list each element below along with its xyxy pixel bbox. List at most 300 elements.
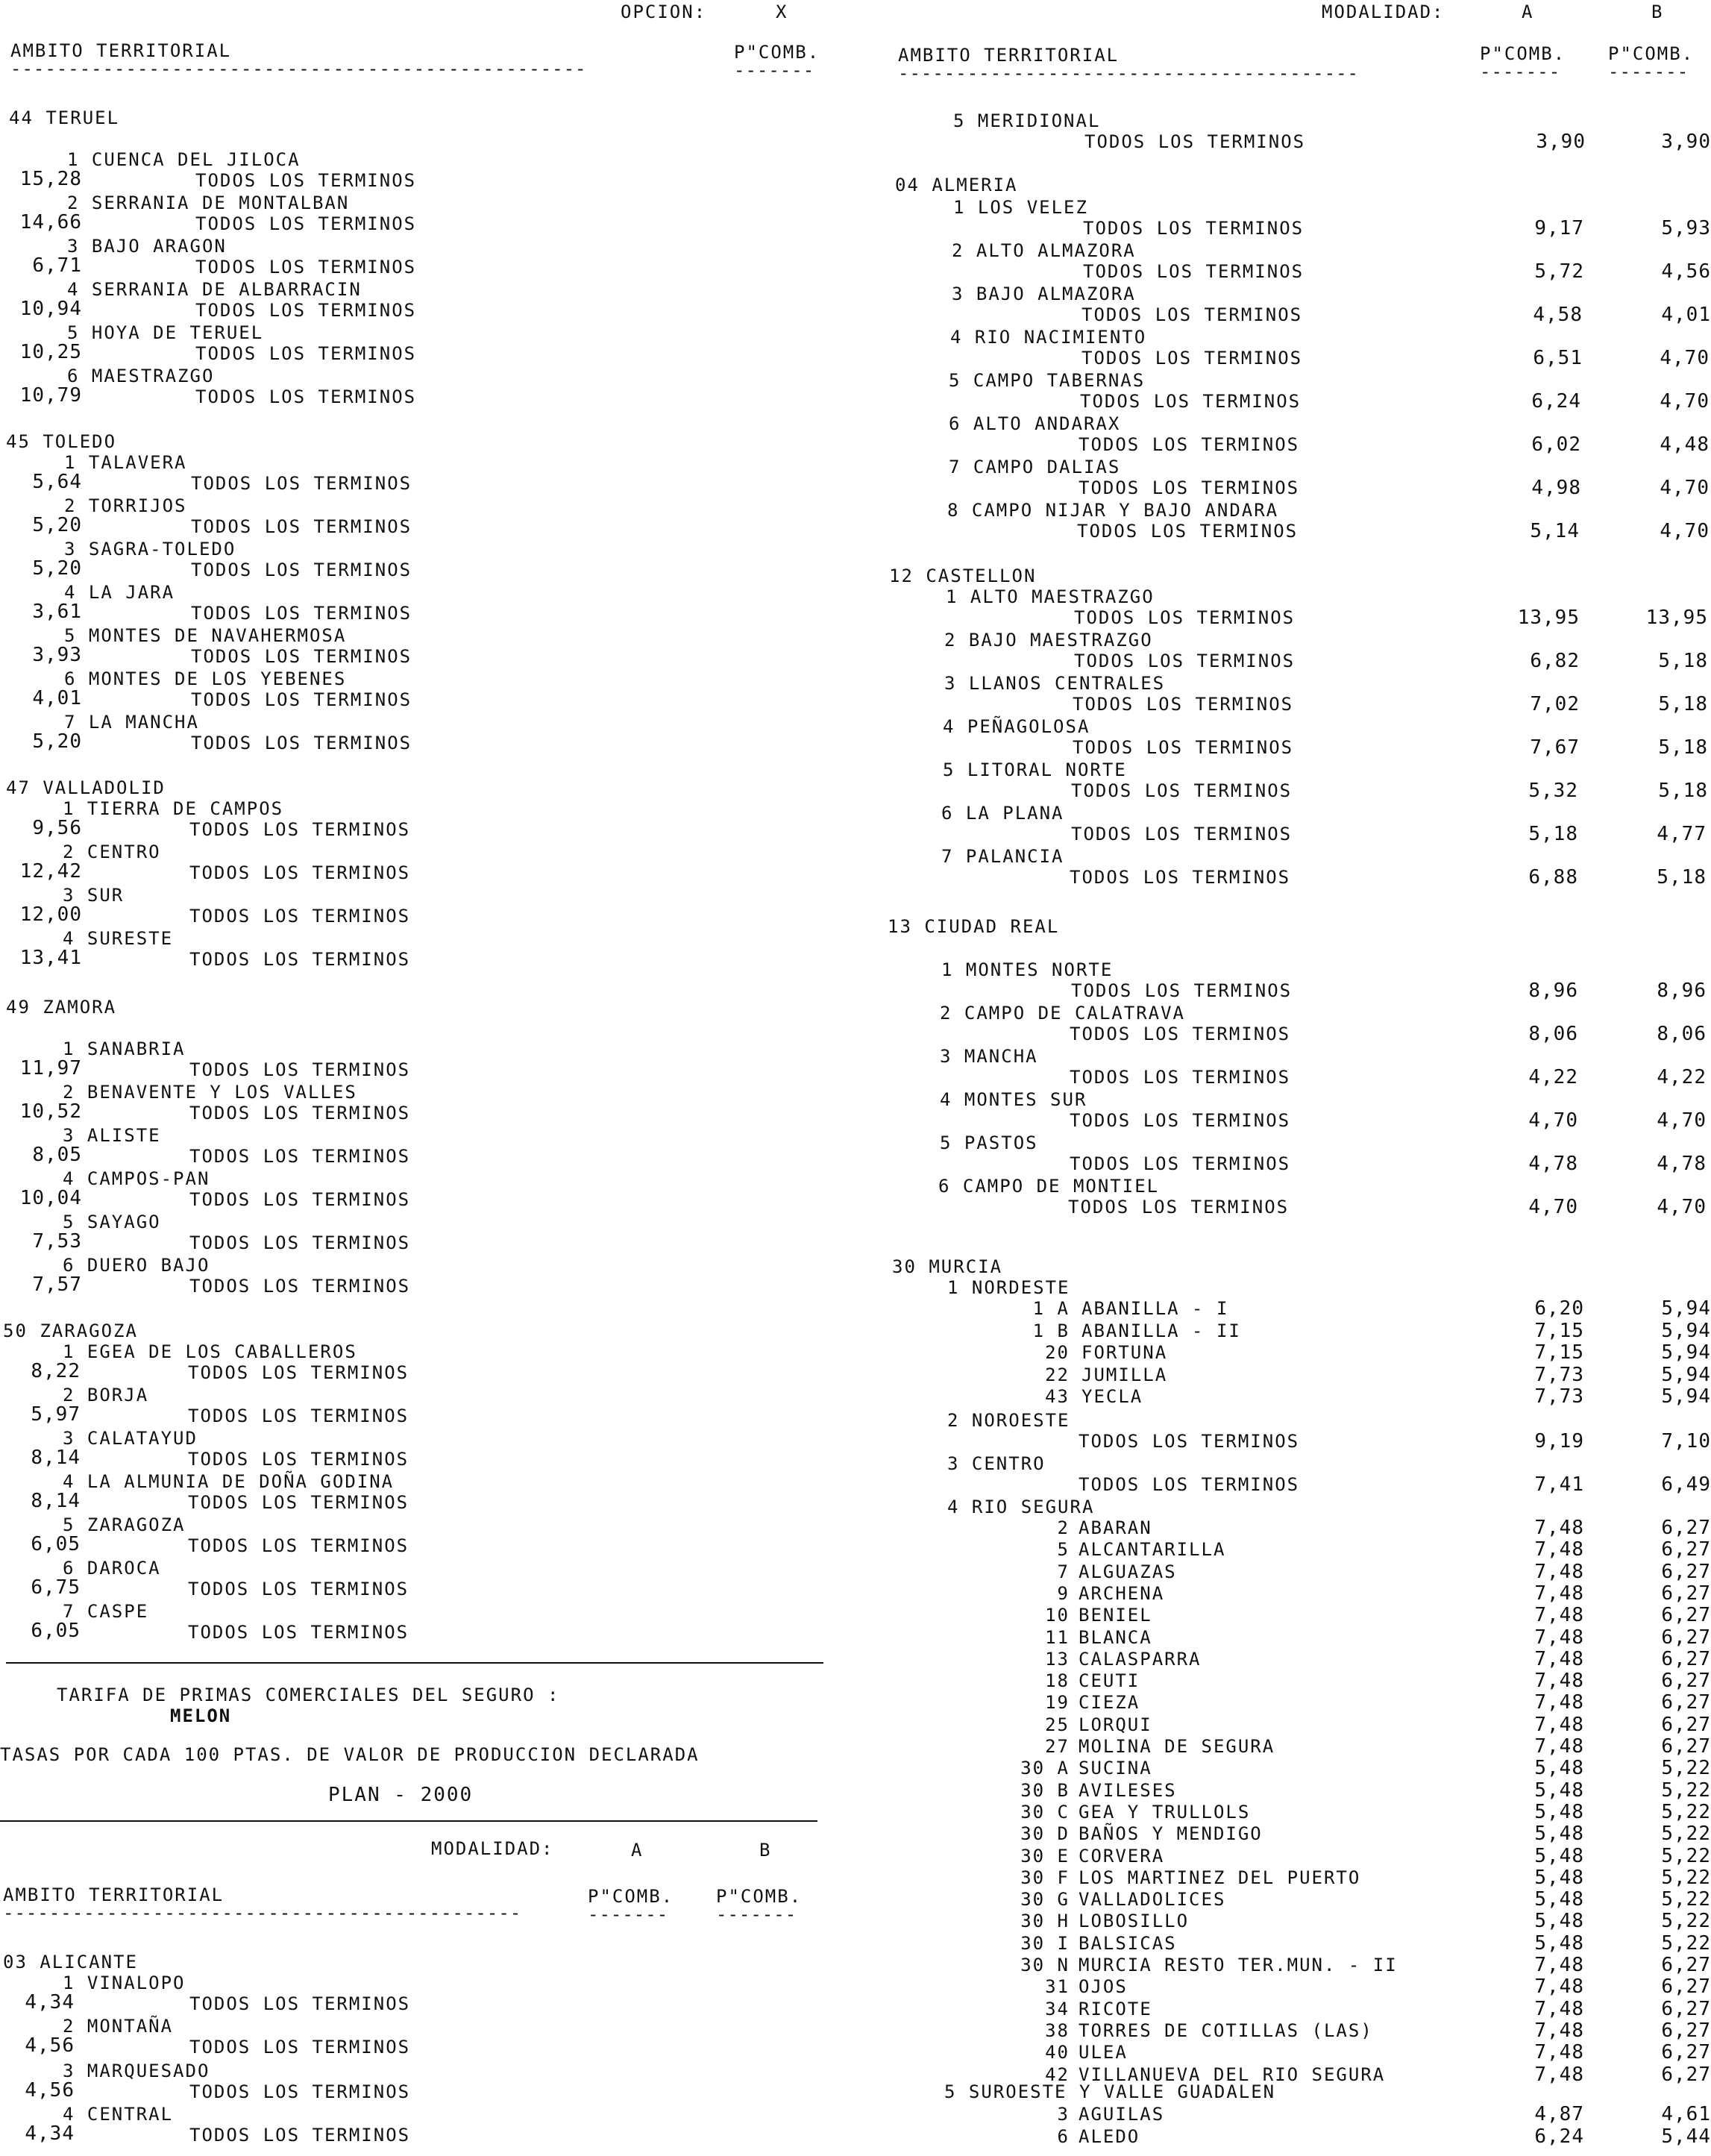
- rate-value: 13,41: [19, 947, 82, 969]
- rate-b: 4,77: [1657, 823, 1707, 845]
- municipality-name: FORTUNA: [1081, 1342, 1168, 1364]
- col-header-rule: -------: [1480, 61, 1561, 82]
- comarca-label: 4 LA ALMUNIA DE DOÑA GODINA: [63, 1471, 395, 1492]
- rate-value: 6,05: [31, 1533, 81, 1555]
- comarca-label: 3 ALISTE: [63, 1125, 161, 1146]
- rate-value: 5,97: [31, 1403, 81, 1426]
- rate-a: 7,48: [1534, 1560, 1584, 1583]
- term-label: TODOS LOS TERMINOS: [1070, 867, 1291, 888]
- rate-b: 5,94: [1661, 1297, 1711, 1320]
- rate-a: 3,90: [1536, 131, 1586, 153]
- municipality-name: LOBOSILLO: [1079, 1911, 1190, 1932]
- municipality-name: ALGUAZAS: [1079, 1561, 1177, 1582]
- municipality-code: 30 C: [1020, 1801, 1070, 1823]
- rate-b: 5,94: [1661, 1385, 1711, 1408]
- col-header-rule: -------: [734, 60, 815, 81]
- municipality-name: LOS MARTINEZ DEL PUERTO: [1079, 1867, 1361, 1888]
- col-a-label: A: [631, 1840, 644, 1861]
- rate-b: 6,27: [1661, 1975, 1711, 1999]
- term-label: TODOS LOS TERMINOS: [191, 646, 412, 667]
- comarca-label: 1 MONTES NORTE: [941, 959, 1114, 980]
- rate-a: 5,18: [1528, 823, 1578, 845]
- comarca-label: 4 SURESTE: [63, 928, 174, 949]
- comarca-label: 4 CAMPOS-PAN: [63, 1168, 210, 1189]
- municipality-name: BALSICAS: [1079, 1932, 1177, 1954]
- rate-b: 5,94: [1661, 1319, 1711, 1342]
- rate-b: 4,34: [25, 1991, 75, 2014]
- rate-value: 10,04: [19, 1187, 82, 1209]
- term-label: TODOS LOS TERMINOS: [1081, 348, 1303, 369]
- municipality-name: ABARAN: [1079, 1517, 1152, 1538]
- rate-b: 5,18: [1658, 736, 1708, 759]
- municipality-name: AVILESES: [1079, 1779, 1177, 1801]
- municipality-name: VILLANUEVA DEL RIO SEGURA: [1079, 2063, 1386, 2085]
- modalidad-label: MODALIDAD:: [1322, 1, 1445, 22]
- rate-b: 6,27: [1661, 1538, 1711, 1561]
- rate-b: 5,94: [1661, 1363, 1711, 1386]
- rate-a: 7,48: [1534, 1604, 1584, 1627]
- term-label: TODOS LOS TERMINOS: [188, 1449, 409, 1470]
- col-header-a: P"COMB.: [1480, 43, 1566, 64]
- province-title: 03 ALICANTE: [3, 1952, 138, 1972]
- col-header-a: P"COMB.: [588, 1886, 674, 1907]
- rate-b: 5,93: [1661, 217, 1711, 239]
- municipality-name: ARCHENA: [1079, 1582, 1165, 1604]
- rate-b: 6,27: [1661, 2041, 1711, 2064]
- comarca-label: 2 BENAVENTE Y LOS VALLES: [63, 1082, 357, 1103]
- comarca-label: 1 VINALOPO: [63, 1972, 186, 1993]
- term-label: TODOS LOS TERMINOS: [195, 257, 417, 278]
- rate-b: 5,18: [1657, 866, 1707, 889]
- rate-value: 12,00: [19, 903, 82, 926]
- comarca-label: 4 LA JARA: [64, 582, 175, 603]
- rate-b: 4,78: [1657, 1153, 1707, 1175]
- term-label: TODOS LOS TERMINOS: [189, 1103, 411, 1124]
- rate-b: 6,27: [1661, 1647, 1711, 1670]
- rate-a: 7,73: [1534, 1363, 1584, 1386]
- rate-a: 4,22: [1528, 1066, 1578, 1088]
- municipality-code: 30 H: [1020, 1911, 1070, 1932]
- col-b-label: B: [759, 1840, 772, 1861]
- rate-a: 7,48: [1534, 2063, 1584, 2086]
- municipality-code: 34: [1045, 1998, 1070, 2019]
- term-label: TODOS LOS TERMINOS: [1070, 1153, 1291, 1174]
- rate-b: 8,06: [1657, 1023, 1707, 1045]
- rate-b: 5,22: [1661, 1779, 1711, 1802]
- term-label: TODOS LOS TERMINOS: [1074, 607, 1296, 628]
- municipality-name: CIEZA: [1079, 1692, 1140, 1714]
- municipality-code: 11: [1045, 1626, 1070, 1648]
- rate-a: 7,67: [1530, 736, 1580, 759]
- term-label: TODOS LOS TERMINOS: [189, 1993, 411, 2014]
- term-label: TODOS LOS TERMINOS: [1081, 304, 1303, 325]
- term-label: TODOS LOS TERMINOS: [191, 473, 412, 494]
- term-label: TODOS LOS TERMINOS: [189, 906, 411, 927]
- rate-a: 7,73: [1534, 1385, 1584, 1408]
- rate-b: 5,22: [1661, 1800, 1711, 1823]
- comarca-label: 1 NORDESTE: [947, 1277, 1070, 1298]
- rate-b: 6,27: [1661, 1735, 1711, 1758]
- rate-value: 10,94: [19, 298, 82, 320]
- term-label: TODOS LOS TERMINOS: [195, 300, 417, 321]
- comarca-label: 5 CAMPO TABERNAS: [949, 370, 1146, 391]
- rate-a: 7,48: [1534, 1997, 1584, 2020]
- term-label: TODOS LOS TERMINOS: [1083, 261, 1305, 282]
- municipality-code: 30 F: [1020, 1867, 1070, 1888]
- municipality-code: 40: [1045, 2042, 1070, 2063]
- comarca-label: 6 MAESTRAZGO: [67, 366, 215, 386]
- rate-a: 5,48: [1534, 1779, 1584, 1802]
- rate-value: 5,20: [32, 730, 82, 753]
- municipality-code: 30 B: [1020, 1779, 1070, 1801]
- term-label: TODOS LOS TERMINOS: [189, 1276, 411, 1297]
- province-title: 49 ZAMORA: [6, 997, 117, 1018]
- comarca-label: 5 HOYA DE TERUEL: [67, 322, 264, 343]
- header-rule: ---------------------------------------------: [3, 1902, 522, 1923]
- municipality-name: ABANILLA - I: [1081, 1298, 1229, 1319]
- comarca-label: 6 MONTES DE LOS YEBENES: [64, 668, 347, 689]
- term-label: TODOS LOS TERMINOS: [1079, 1474, 1300, 1495]
- crop-name: MELON: [170, 1705, 232, 1726]
- comarca-label: 4 RIO SEGURA: [947, 1497, 1095, 1517]
- term-label: TODOS LOS TERMINOS: [188, 1362, 409, 1383]
- municipality-name: AGUILAS: [1079, 2104, 1165, 2125]
- comarca-label: 6 CAMPO DE MONTIEL: [938, 1176, 1160, 1197]
- comarca-label: 5 LITORAL NORTE: [943, 759, 1127, 780]
- term-label: TODOS LOS TERMINOS: [191, 689, 412, 710]
- rate-value: 11,97: [19, 1057, 82, 1079]
- municipality-code: 31: [1045, 1976, 1070, 1998]
- rate-value: 9,56: [32, 817, 82, 839]
- rate-value: 10,79: [19, 384, 82, 407]
- province-title: 45 TOLEDO: [6, 431, 117, 452]
- rate-b: 6,27: [1661, 1713, 1711, 1736]
- comarca-label: 6 DAROCA: [63, 1558, 161, 1579]
- rate-b: 6,27: [1661, 1517, 1711, 1539]
- comarca-label: 3 LLANOS CENTRALES: [944, 673, 1166, 694]
- rate-b: 4,70: [1660, 477, 1710, 499]
- term-label: TODOS LOS TERMINOS: [191, 603, 412, 624]
- rate-value: 8,14: [31, 1447, 81, 1469]
- term-label: TODOS LOS TERMINOS: [1070, 1067, 1291, 1088]
- rate-b: 6,27: [1661, 2019, 1711, 2042]
- comarca-label: 7 CAMPO DALIAS: [949, 457, 1121, 477]
- rate-value: 12,42: [19, 860, 82, 883]
- municipality-code: 30 A: [1020, 1758, 1070, 1779]
- municipality-name: CALASPARRA: [1079, 1648, 1202, 1670]
- municipality-code: 6: [1057, 2126, 1070, 2147]
- rate-a: 8,96: [1528, 980, 1578, 1002]
- term-label: TODOS LOS TERMINOS: [189, 949, 411, 970]
- municipality-code: 30 E: [1020, 1845, 1070, 1867]
- rate-a: 7,48: [1534, 1647, 1584, 1670]
- term-label: TODOS LOS TERMINOS: [1079, 477, 1300, 498]
- rate-a: 9,17: [1534, 217, 1584, 239]
- rate-a: 4,98: [1531, 477, 1581, 499]
- comarca-label: 1 LOS VELEZ: [953, 197, 1088, 218]
- municipality-code: 43: [1045, 1386, 1070, 1408]
- rate-a: 5,32: [1528, 780, 1578, 802]
- municipality-name: BAÑOS Y MENDIGO: [1079, 1823, 1263, 1845]
- term-label: TODOS LOS TERMINOS: [188, 1535, 409, 1556]
- term-label: TODOS LOS TERMINOS: [1074, 651, 1296, 671]
- comarca-label: 1 TALAVERA: [64, 452, 187, 473]
- rate-value: 3,61: [32, 601, 82, 623]
- rate-b: 6,27: [1661, 1954, 1711, 1976]
- comarca-label: 2 MONTAÑA: [63, 2016, 174, 2037]
- municipality-code: 22: [1045, 1364, 1070, 1385]
- rate-b: 5,22: [1661, 1931, 1711, 1955]
- term-label: TODOS LOS TERMINOS: [189, 862, 411, 883]
- term-label: TODOS LOS TERMINOS: [189, 2081, 411, 2102]
- right-header-label: AMBITO TERRITORIAL: [898, 45, 1120, 66]
- rate-b: 4,01: [1661, 304, 1711, 326]
- term-label: TODOS LOS TERMINOS: [195, 170, 417, 191]
- tasas-line: TASAS POR CADA 100 PTAS. DE VALOR DE PRODUCCION DECLARADA: [0, 1744, 700, 1765]
- comarca-label: 2 CENTRO: [63, 842, 161, 862]
- comarca-label: 7 CASPE: [63, 1601, 149, 1622]
- rate-value: 6,75: [31, 1576, 81, 1599]
- rate-b: 6,49: [1661, 1473, 1711, 1496]
- rate-value: 15,28: [19, 168, 82, 190]
- rate-a: 5,14: [1530, 520, 1580, 542]
- rate-b: 4,56: [1661, 260, 1711, 283]
- col-a-label: A: [1522, 1, 1534, 22]
- rate-a: 7,15: [1534, 1319, 1584, 1342]
- comarca-label: 4 PEÑAGOLOSA: [943, 716, 1090, 737]
- municipality-code: 13: [1045, 1648, 1070, 1670]
- rate-b: 5,22: [1661, 1866, 1711, 1889]
- rate-b: 6,27: [1661, 1604, 1711, 1627]
- comarca-label: 5 SAYAGO: [63, 1212, 161, 1232]
- comarca-label: 4 RIO NACIMIENTO: [950, 327, 1147, 348]
- rate-a: 8,06: [1528, 1023, 1578, 1045]
- term-label: TODOS LOS TERMINOS: [188, 1406, 409, 1426]
- rate-a: 5,48: [1534, 1866, 1584, 1889]
- rate-a: 13,95: [1517, 607, 1580, 629]
- term-label: TODOS LOS TERMINOS: [188, 1579, 409, 1599]
- comarca-label: 3 CENTRO: [947, 1453, 1046, 1474]
- municipality-name: ABANILLA - II: [1081, 1320, 1241, 1341]
- municipality-code: 3: [1057, 2104, 1070, 2125]
- rate-b: 4,70: [1660, 347, 1710, 369]
- rate-b: 4,56: [25, 2034, 75, 2057]
- comarca-label: 2 NOROESTE: [947, 1410, 1070, 1431]
- rate-a: 7,48: [1534, 1626, 1584, 1649]
- rate-b: 6,27: [1661, 1670, 1711, 1693]
- municipality-code: 9: [1057, 1582, 1070, 1604]
- rate-b: 4,70: [1657, 1196, 1707, 1218]
- comarca-label: 4 MONTES SUR: [940, 1089, 1087, 1110]
- modalidad-label: MODALIDAD:: [431, 1838, 554, 1859]
- comarca-label: 3 MANCHA: [940, 1046, 1038, 1067]
- opcion-value: X: [776, 1, 788, 22]
- municipality-name: OJOS: [1079, 1976, 1128, 1998]
- rate-a: 7,48: [1534, 2041, 1584, 2064]
- header-rule: ----------------------------------------: [898, 63, 1359, 84]
- rate-b: 4,70: [1660, 390, 1710, 413]
- municipality-code: 38: [1045, 2019, 1070, 2041]
- rate-a: 4,58: [1533, 304, 1583, 326]
- municipality-name: YECLA: [1081, 1386, 1143, 1408]
- rate-a: 5,48: [1534, 1888, 1584, 1911]
- municipality-name: TORRES DE COTILLAS (LAS): [1079, 2019, 1373, 2041]
- rate-b: 6,27: [1661, 1582, 1711, 1605]
- rate-a: 7,41: [1534, 1473, 1584, 1496]
- comarca-label: 5 PASTOS: [940, 1132, 1038, 1153]
- municipality-code: 42: [1045, 2063, 1070, 2085]
- comarca-label: 1 SANABRIA: [63, 1038, 186, 1059]
- rate-value: 6,05: [31, 1620, 81, 1642]
- term-label: TODOS LOS TERMINOS: [189, 1232, 411, 1253]
- rate-value: 10,52: [19, 1100, 82, 1123]
- term-label: TODOS LOS TERMINOS: [1077, 521, 1299, 542]
- rate-value: 3,93: [32, 644, 82, 666]
- rate-a: 6,51: [1533, 347, 1583, 369]
- rate-value: 10,25: [19, 341, 82, 363]
- rate-a: 4,78: [1528, 1153, 1578, 1175]
- term-label: TODOS LOS TERMINOS: [195, 386, 417, 407]
- term-label: TODOS LOS TERMINOS: [1080, 391, 1302, 412]
- rate-b: 5,22: [1661, 1757, 1711, 1780]
- municipality-name: ALCANTARILLA: [1079, 1539, 1226, 1561]
- municipality-name: BENIEL: [1079, 1605, 1152, 1626]
- term-label: TODOS LOS TERMINOS: [1070, 1110, 1291, 1131]
- rate-a: 4,70: [1528, 1109, 1578, 1132]
- municipality-code: 5: [1057, 1539, 1070, 1561]
- col-header-rule: -------: [716, 1904, 797, 1925]
- rate-a: 5,48: [1534, 1844, 1584, 1867]
- rate-a: 5,48: [1534, 1931, 1584, 1955]
- rate-a: 7,48: [1534, 1713, 1584, 1736]
- municipality-name: SUCINA: [1079, 1758, 1152, 1779]
- municipality-name: ALEDO: [1079, 2126, 1140, 2147]
- rate-a: 5,48: [1534, 1800, 1584, 1823]
- comarca-label: 3 BAJO ARAGON: [67, 236, 227, 257]
- municipality-code: 30 D: [1020, 1823, 1070, 1845]
- municipality-code: 2: [1057, 1517, 1070, 1538]
- plan-label: PLAN - 2000: [328, 1784, 474, 1806]
- comarca-label: 7 PALANCIA: [941, 846, 1064, 867]
- rate-a: 6,02: [1531, 433, 1581, 456]
- comarca-label: 6 LA PLANA: [941, 803, 1064, 824]
- col-header-b: P"COMB.: [1608, 43, 1695, 64]
- rate-b: 5,22: [1661, 1823, 1711, 1846]
- province-title: 04 ALMERIA: [895, 175, 1018, 195]
- rate-b: 6,27: [1661, 2063, 1711, 2086]
- col-header-rule: -------: [1608, 61, 1689, 82]
- municipality-name: CORVERA: [1079, 1845, 1165, 1867]
- term-label: TODOS LOS TERMINOS: [191, 733, 412, 753]
- term-label: TODOS LOS TERMINOS: [189, 819, 411, 840]
- municipality-name: CEUTI: [1079, 1670, 1140, 1692]
- rate-b: 6,27: [1661, 1560, 1711, 1583]
- rate-b: 4,22: [1657, 1066, 1707, 1088]
- rate-a: 5,48: [1534, 1823, 1584, 1846]
- col-b-label: B: [1651, 1, 1664, 22]
- comarca-label: 5 MERIDIONAL: [953, 110, 1101, 131]
- rate-a: 4,70: [1528, 1196, 1578, 1218]
- province-title: 13 CIUDAD REAL: [888, 916, 1060, 937]
- term-label: TODOS LOS TERMINOS: [195, 343, 417, 364]
- rate-b: 5,44: [1661, 2125, 1711, 2148]
- comarca-label: 2 CAMPO DE CALATRAVA: [940, 1003, 1185, 1024]
- comarca-label: 1 EGEA DE LOS CABALLEROS: [63, 1341, 357, 1362]
- rate-a: 6,20: [1534, 1297, 1584, 1320]
- comarca-label: 5 MONTES DE NAVAHERMOSA: [64, 625, 347, 646]
- comarca-label: 6 DUERO BAJO: [63, 1255, 210, 1276]
- comarca-label: 3 MARQUESADO: [63, 2061, 210, 2081]
- municipality-name: BLANCA: [1079, 1626, 1152, 1648]
- rate-value: 5,20: [32, 557, 82, 580]
- term-label: TODOS LOS TERMINOS: [191, 560, 412, 580]
- rate-value: 4,01: [32, 687, 82, 709]
- rate-a: 6,24: [1531, 390, 1581, 413]
- rate-b: 3,90: [1661, 131, 1711, 153]
- comarca-label: 4 CENTRAL: [63, 2104, 174, 2125]
- municipality-name: JUMILLA: [1081, 1364, 1168, 1385]
- term-label: TODOS LOS TERMINOS: [1071, 780, 1293, 801]
- rate-b: 8,96: [1657, 980, 1707, 1002]
- rate-b: 13,95: [1645, 607, 1708, 629]
- term-label: TODOS LOS TERMINOS: [188, 1622, 409, 1643]
- rate-a: 7,48: [1534, 2019, 1584, 2042]
- rate-a: 7,02: [1530, 693, 1580, 715]
- term-label: TODOS LOS TERMINOS: [1079, 434, 1300, 455]
- comarca-label: 3 SAGRA-TOLEDO: [64, 539, 236, 560]
- municipality-code: 30 I: [1020, 1932, 1070, 1954]
- municipality-name: LORQUI: [1079, 1714, 1152, 1735]
- col-header-b: P"COMB.: [716, 1886, 803, 1907]
- municipality-name: VALLADOLICES: [1079, 1889, 1226, 1911]
- term-label: TODOS LOS TERMINOS: [189, 2125, 411, 2146]
- province-title: 30 MURCIA: [892, 1256, 1003, 1277]
- rate-b: 4,48: [1660, 433, 1710, 456]
- melon-header-label: AMBITO TERRITORIAL: [3, 1884, 225, 1905]
- rate-a: 7,48: [1534, 1954, 1584, 1976]
- comarca-label: 1 ALTO MAESTRAZGO: [946, 586, 1155, 607]
- municipality-code: 30 N: [1020, 1955, 1070, 1975]
- rate-value: 6,71: [32, 254, 82, 277]
- rate-value: 14,66: [19, 211, 82, 234]
- rate-b: 4,70: [1657, 1109, 1707, 1132]
- rate-b: 6,27: [1661, 1997, 1711, 2020]
- province-title: 12 CASTELLON: [889, 565, 1037, 586]
- rate-a: 5,48: [1534, 1757, 1584, 1780]
- rate-value: 7,53: [32, 1230, 82, 1253]
- rate-a: 6,88: [1528, 866, 1578, 889]
- municipality-name: ULEA: [1079, 2042, 1128, 2063]
- comarca-label: 7 LA MANCHA: [64, 712, 199, 733]
- rate-b: 4,56: [25, 2079, 75, 2102]
- rate-value: 8,22: [31, 1360, 81, 1382]
- term-label: TODOS LOS TERMINOS: [1083, 218, 1305, 239]
- rate-a: 7,48: [1534, 1975, 1584, 1999]
- rate-a: 4,87: [1534, 2103, 1584, 2125]
- term-label: TODOS LOS TERMINOS: [1071, 824, 1293, 844]
- term-label: TODOS LOS TERMINOS: [1068, 1197, 1290, 1218]
- municipality-code: 1 A: [1032, 1298, 1070, 1319]
- province-title: 44 TERUEL: [9, 107, 120, 128]
- comarca-label: 2 BORJA: [63, 1385, 149, 1406]
- rate-b: 5,18: [1658, 693, 1708, 715]
- rate-b: 5,22: [1661, 1888, 1711, 1911]
- municipality-code: 25: [1045, 1714, 1070, 1735]
- col-header-rule: -------: [588, 1904, 669, 1925]
- province-title: 50 ZARAGOZA: [3, 1320, 138, 1341]
- comarca-label: 3 BAJO ALMAZORA: [952, 283, 1136, 304]
- rate-b: 6,27: [1661, 1626, 1711, 1649]
